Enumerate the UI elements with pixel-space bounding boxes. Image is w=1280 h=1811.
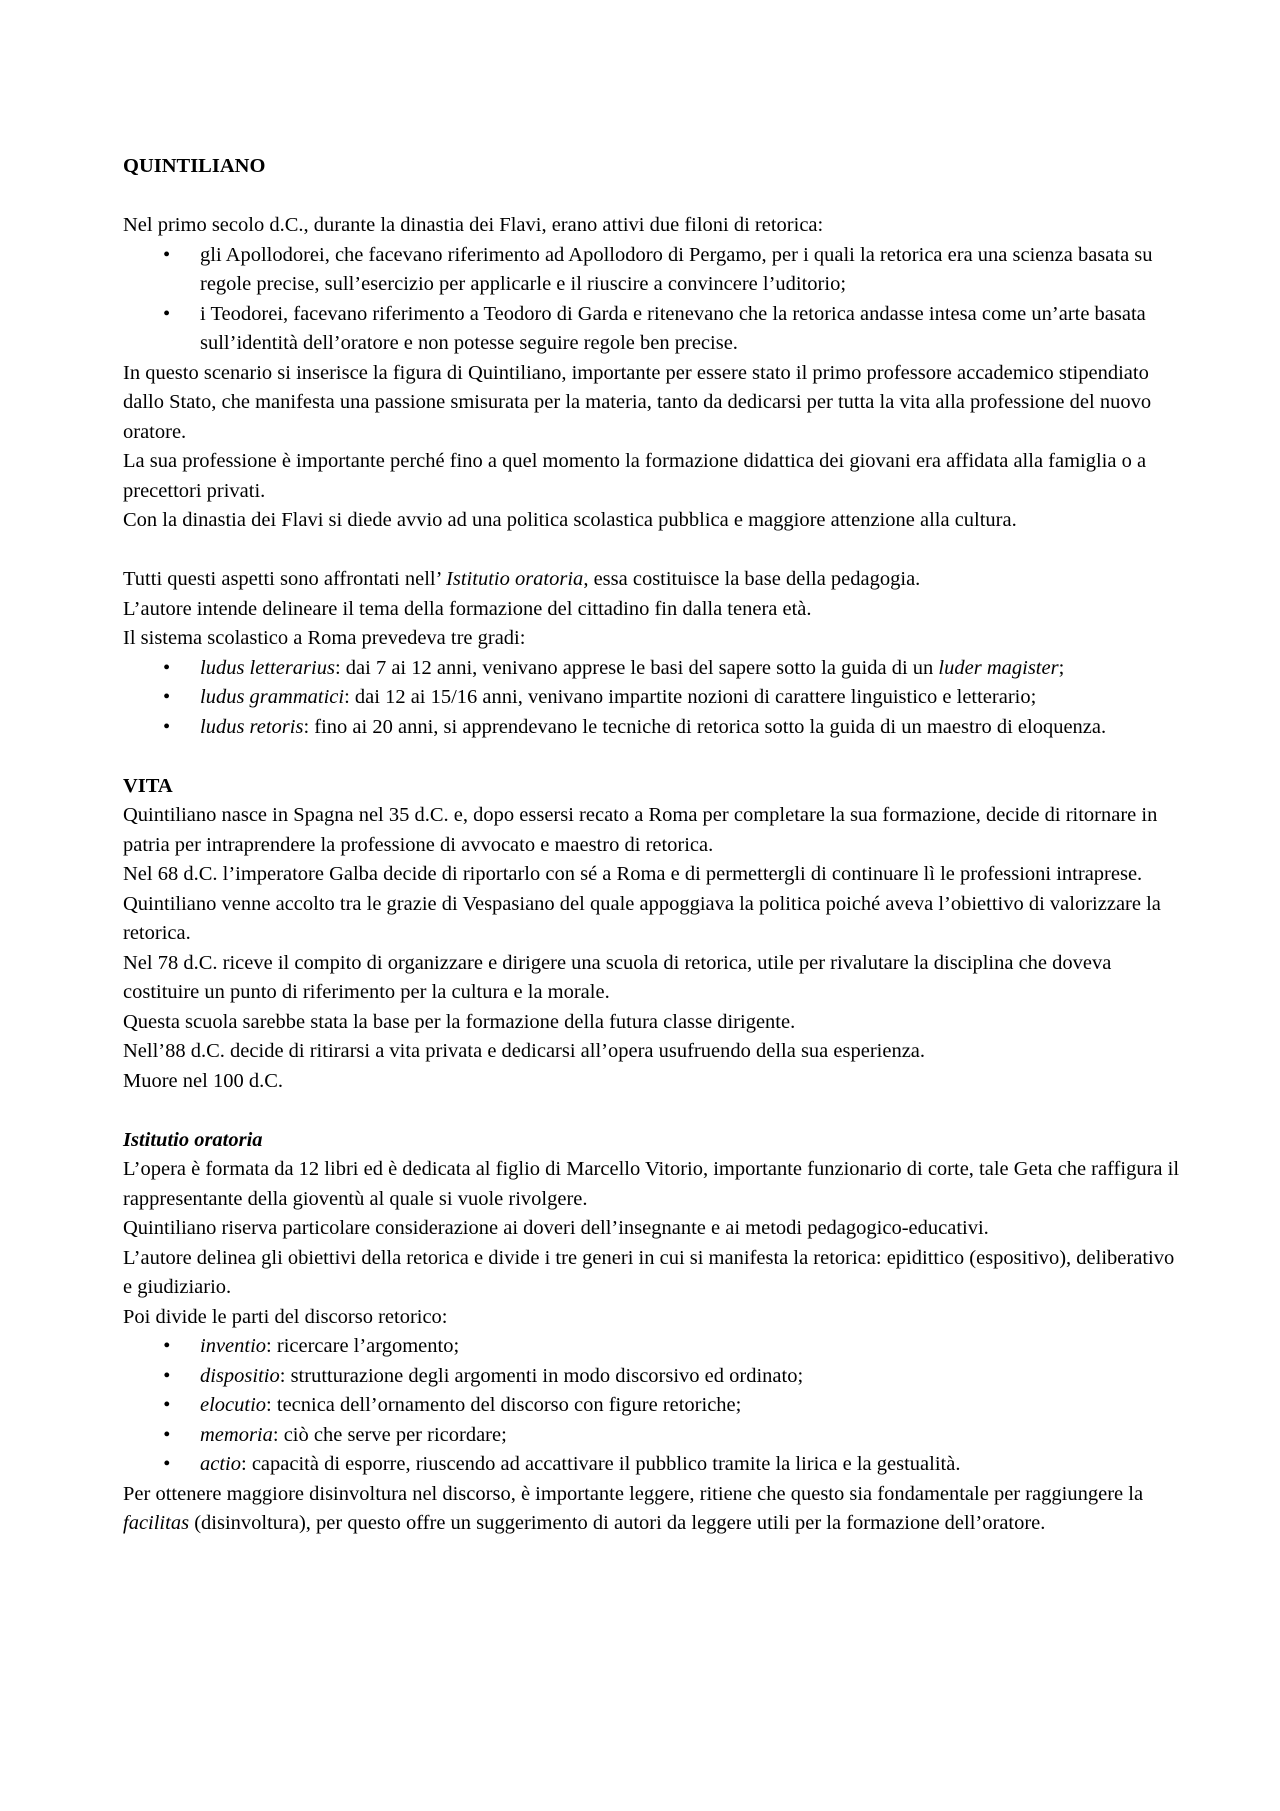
bullet-icon: • xyxy=(163,1364,171,1387)
list-item: • elocutio: tecnica dell’ornamento del discorso con figure retoriche; xyxy=(123,1391,1183,1421)
paragraph: Poi divide le parti del discorso retorico: xyxy=(123,1305,448,1328)
paragraph: L’autore intende delineare il tema della formazione del cittadino fin dalla tenera età. xyxy=(123,597,812,620)
section-heading: Istitutio oratoria xyxy=(123,1128,263,1151)
paragraph: L’autore delinea gli obiettivi della retorica e divide i tre generi in cui si manifesta la retorica: epidittico (espositivo), deliberativo e giudiziario. xyxy=(123,1246,1175,1298)
rhetoric-schools-list xyxy=(123,241,1183,359)
spacer xyxy=(123,1096,1183,1126)
bullet-icon: • xyxy=(163,1394,171,1416)
list-item: • dispositio: strutturazione degli argomenti in modo discorsivo ed ordinato; xyxy=(123,1362,1183,1392)
paragraph: Per ottenere maggiore disinvoltura nel discorso, è importante leggere, ritiene che questo sia fondamentale per raggiungere la facilitas (disinvoltura), per questo offre un suggerimento di autori da leggere utili per la formazione dell’oratore. xyxy=(123,1482,1144,1534)
discourse-parts-list xyxy=(123,1332,1183,1480)
bullet-icon: • xyxy=(163,1335,171,1357)
school-levels-list xyxy=(123,654,1183,743)
list-item: • ludus grammatici: dai 12 ai 15/16 anni, venivano impartite nozioni di carattere linguistico e letterario; xyxy=(123,683,1183,713)
paragraph: L’opera è formata da 12 libri ed è dedicata al figlio di Marcello Vitorio, importante funzionario di corte, tale Geta che raffigura il rappresentante della gioventù al quale si vuole rivolgere. xyxy=(123,1158,1180,1210)
bullet-icon: • xyxy=(163,1423,171,1446)
bullet-icon: • xyxy=(163,686,171,708)
list-item: • ludus retoris: fino ai 20 anni, si apprendevano le tecniche di retorica sotto la guida di un maestro di eloquenza. xyxy=(123,713,1183,743)
intro-paragraph: Nel primo secolo d.C., durante la dinastia dei Flavi, erano attivi due filoni di retorica: xyxy=(123,214,824,236)
list-item: • gli Apollodorei, che facevano riferimento ad Apollodoro di Pergamo, per i quali la retorica era una scienza basata su regole precise, sull’esercizio per applicarle e il riuscire a convincere l’uditorio; xyxy=(123,241,1183,300)
paragraph: In questo scenario si inserisce la figura di Quintiliano, importante per essere stato il primo professore accademico stipendiato dallo Stato, che manifesta una passione smisurata per la materia, tanto da dedicarsi per tutta la vita alla professione del nuovo oratore. xyxy=(123,361,1152,443)
list-item: • i Teodorei, facevano riferimento a Teodoro di Garda e ritenevano che la retorica andasse intesa come un’arte basata sull’identità dell’oratore e non potesse seguire regole ben precise. xyxy=(123,300,1183,359)
paragraph: Muore nel 100 d.C. xyxy=(123,1069,283,1092)
spacer xyxy=(123,182,1183,212)
list-item: • inventio: ricercare l’argomento; xyxy=(123,1332,1183,1362)
bullet-icon: • xyxy=(163,656,171,679)
document-page xyxy=(123,152,1183,1539)
paragraph: Nel 68 d.C. l’imperatore Galba decide di riportarlo con sé a Roma e di permettergli di continuare lì le professioni intraprese. xyxy=(123,863,1143,885)
bullet-icon: • xyxy=(163,715,171,738)
paragraph: La sua professione è importante perché fino a quel momento la formazione didattica dei giovani era affidata alla famiglia o a precettori privati. xyxy=(123,450,1147,502)
paragraph: Nell’88 d.C. decide di ritirarsi a vita privata e dedicarsi all’opera usufruendo della sua esperienza. xyxy=(123,1040,926,1062)
spacer xyxy=(123,536,1183,566)
list-item: • actio: capacità di esporre, riuscendo ad accattivare il pubblico tramite la lirica e la gestualità. xyxy=(123,1450,1183,1480)
list-item: • memoria: ciò che serve per ricordare; xyxy=(123,1421,1183,1451)
page-title: QUINTILIANO xyxy=(123,155,266,177)
paragraph: Quintiliano nasce in Spagna nel 35 d.C. e, dopo essersi recato a Roma per completare la sua formazione, decide di ritornare in patria per intraprendere la professione di avvocato e maestro di retorica. xyxy=(123,804,1158,856)
paragraph: Quintiliano venne accolto tra le grazie di Vespasiano del quale appoggiava la politica poiché aveva l’obiettivo di valorizzare la retorica. xyxy=(123,892,1161,944)
bullet-icon: • xyxy=(163,1453,171,1475)
paragraph: Nel 78 d.C. riceve il compito di organizzare e dirigere una scuola di retorica, utile per rivalutare la disciplina che doveva costituire un punto di riferimento per la cultura e la morale. xyxy=(123,951,1112,1003)
spacer xyxy=(123,742,1183,772)
paragraph: Tutti questi aspetti sono affrontati nell’ Istitutio oratoria, essa costituisce la base della pedagogia. xyxy=(123,568,921,590)
paragraph: Quintiliano riserva particolare considerazione ai doveri dell’insegnante e ai metodi pedagogico-educativi. xyxy=(123,1217,989,1239)
paragraph: Il sistema scolastico a Roma prevedeva tre gradi: xyxy=(123,627,526,649)
bullet-icon: • xyxy=(163,302,171,325)
section-heading: VITA xyxy=(123,774,173,797)
paragraph: Questa scuola sarebbe stata la base per la formazione della futura classe dirigente. xyxy=(123,1010,796,1033)
paragraph: Con la dinastia dei Flavi si diede avvio ad una politica scolastica pubblica e maggiore attenzione alla cultura. xyxy=(123,509,1017,531)
list-item: • ludus letterarius: dai 7 ai 12 anni, venivano apprese le basi del sapere sotto la guida di un luder magister; xyxy=(123,654,1183,684)
bullet-icon: • xyxy=(163,243,171,266)
